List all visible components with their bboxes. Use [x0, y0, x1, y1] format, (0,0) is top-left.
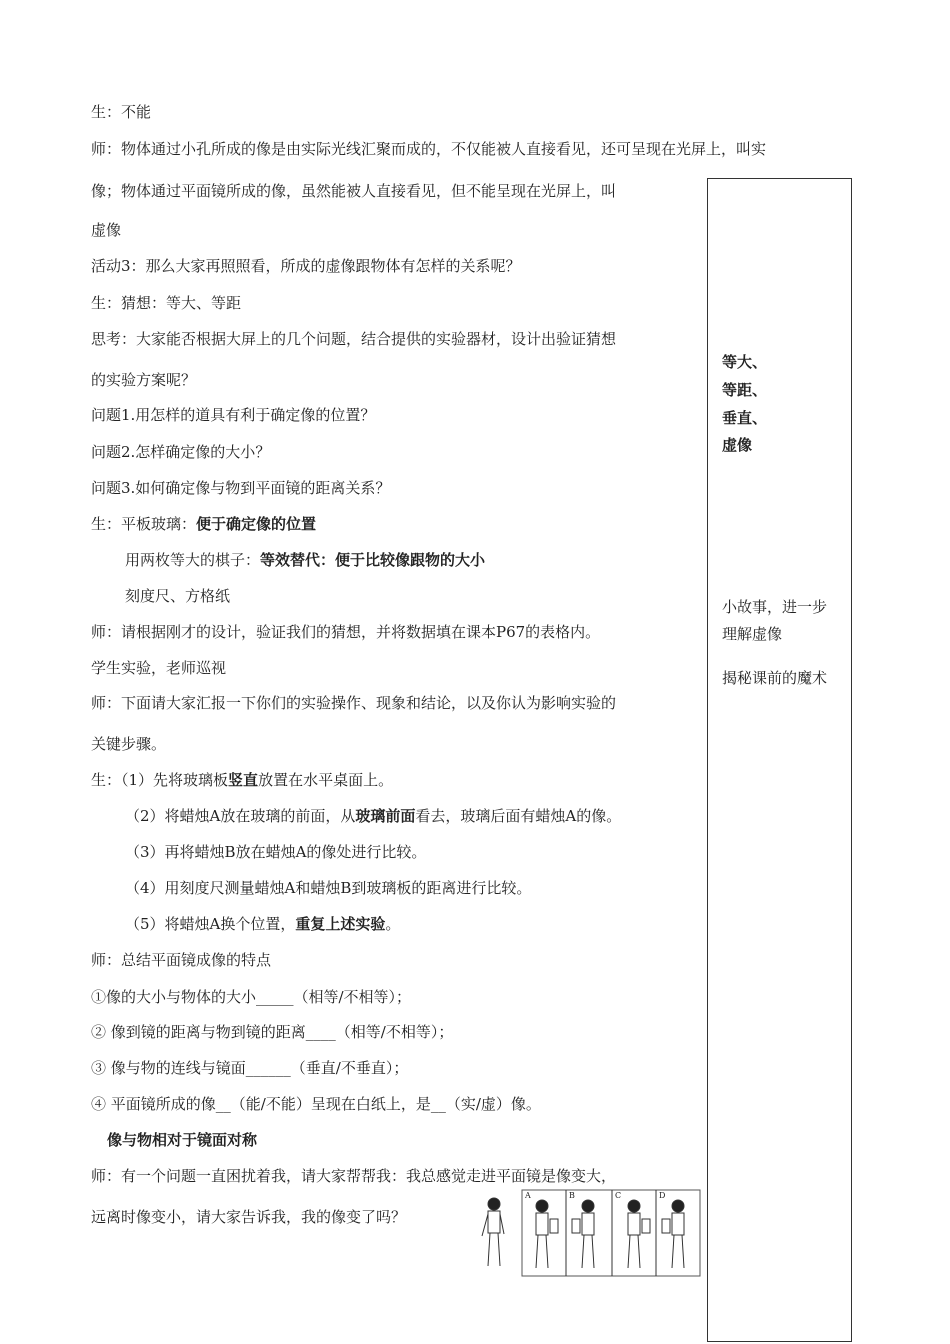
text-segment: 活动3：那么大家再照照看，所成的虚像跟物体有怎样的关系呢？ — [91, 257, 521, 275]
text-segment: 学生实验，老师巡视 — [91, 659, 227, 677]
text-segment: ② 像到镜的距离与物到镜的距离____（相等/不相等）； — [91, 1023, 454, 1041]
figure-c — [628, 1200, 650, 1268]
text-segment: 关键步骤。 — [91, 735, 167, 753]
text-line — [91, 102, 151, 122]
figure-d — [662, 1200, 684, 1268]
text-line — [91, 293, 241, 313]
text-segment: 像；物体通过平面镜所成的像，虽然能被人直接看见，但不能呈现在光屏上，叫 — [91, 182, 617, 200]
text-segment: （5）将蜡烛A换个位置， — [125, 915, 296, 933]
text-segment: ①像的大小与物体的大小_____（相等/不相等）； — [91, 988, 412, 1006]
figure-label-d: D — [659, 1191, 666, 1200]
text-segment: 。 — [385, 915, 401, 933]
text-line — [125, 914, 400, 934]
text-segment: 用两枚等大的棋子： — [125, 551, 261, 569]
note-story-cont: 理解虚像 — [722, 625, 783, 643]
text-line — [107, 1130, 257, 1150]
figure-label-c: C — [615, 1191, 622, 1200]
text-segment: 生：平板玻璃： — [91, 515, 197, 533]
note-magic: 揭秘课前的魔术 — [722, 669, 828, 687]
text-line — [91, 1166, 616, 1186]
note-virtual-image: 虚像 — [722, 436, 753, 454]
emphasis-text: 玻璃前面 — [355, 807, 416, 825]
text-segment: 看去，玻璃后面有蜡烛A的像。 — [415, 807, 622, 825]
text-line — [91, 693, 616, 713]
text-line — [91, 514, 316, 534]
text-segment: 师：物体通过小孔所成的像是由实际光线汇聚而成的，不仅能被人直接看见，还可呈现在光屏上，叫实 — [91, 140, 767, 158]
mirror-figures-illustration — [476, 1186, 702, 1280]
figure-b — [572, 1200, 594, 1268]
text-segment: 虚像 — [91, 221, 122, 239]
text-line — [91, 220, 121, 240]
emphasis-text: 等效替代：便于比较像跟物的大小 — [260, 551, 486, 569]
text-segment: 的实验方案呢？ — [91, 371, 197, 389]
text-segment: （3）再将蜡烛B放在蜡烛A的像处进行比较。 — [125, 843, 427, 861]
text-line — [91, 329, 616, 349]
text-segment: 刻度尺、方格纸 — [125, 587, 231, 605]
text-segment: 师：总结平面镜成像的特点 — [91, 951, 272, 969]
text-line — [91, 370, 196, 390]
text-line — [91, 181, 616, 201]
emphasis-text: 竖直 — [228, 771, 259, 789]
text-segment: 问题3.如何确定像与物到平面镜的距离关系？ — [91, 479, 391, 497]
note-equal-size: 等大、 — [722, 353, 768, 371]
emphasis-text: 像与物相对于镜面对称 — [107, 1131, 258, 1149]
text-line — [91, 405, 375, 425]
text-segment: ③ 像与物的连线与镜面______（垂直/不垂直）； — [91, 1059, 409, 1077]
text-line — [125, 842, 426, 862]
text-segment: 远离时像变小，请大家告诉我，我的像变了吗？ — [91, 1208, 407, 1226]
note-equal-distance: 等距、 — [722, 381, 768, 399]
text-line — [91, 1207, 406, 1227]
figure-a — [536, 1200, 558, 1268]
text-line — [91, 478, 390, 498]
text-line — [91, 950, 271, 970]
text-line — [91, 658, 226, 678]
text-line — [91, 256, 521, 276]
text-line — [91, 1094, 541, 1114]
text-line — [91, 1022, 453, 1042]
text-line — [125, 550, 485, 570]
text-line — [125, 878, 531, 898]
note-perpendicular: 垂直、 — [722, 409, 768, 427]
text-segment: 师：请根据刚才的设计，验证我们的猜想，并将数据填在课本P67的表格内。 — [91, 623, 601, 641]
boy-figure — [482, 1198, 504, 1266]
text-line — [125, 586, 230, 606]
text-line — [91, 622, 600, 642]
text-segment: 师：下面请大家汇报一下你们的实验操作、现象和结论，以及你认为影响实验的 — [91, 694, 617, 712]
text-segment: （2）将蜡烛A放在玻璃的前面，从 — [125, 807, 356, 825]
text-segment: （4）用刻度尺测量蜡烛A和蜡烛B到玻璃板的距离进行比较。 — [125, 879, 532, 897]
figure-label-b: B — [569, 1191, 575, 1200]
note-story: 小故事，进一步 — [722, 598, 828, 616]
text-line — [91, 987, 411, 1007]
text-segment: 师：有一个问题一直困扰着我，请大家帮帮我：我总感觉走进平面镜是像变大， — [91, 1167, 617, 1185]
text-line — [91, 770, 393, 790]
text-segment: ④ 平面镜所成的像__（能/不能）呈现在白纸上，是__（实/虚）像。 — [91, 1095, 541, 1113]
text-segment: 生：猜想：等大、等距 — [91, 294, 242, 312]
text-segment: 生：不能 — [91, 103, 152, 121]
text-segment: 生：（1）先将玻璃板 — [91, 771, 229, 789]
emphasis-text: 便于确定像的位置 — [196, 515, 317, 533]
text-segment: 问题1.用怎样的道具有利于确定像的位置？ — [91, 406, 376, 424]
text-segment: 放置在水平桌面上。 — [258, 771, 394, 789]
text-line — [91, 1058, 408, 1078]
text-line — [91, 139, 766, 159]
figure-label-a: A — [525, 1191, 531, 1200]
text-line — [91, 734, 166, 754]
text-segment: 问题2.怎样确定像的大小？ — [91, 443, 271, 461]
text-line — [91, 442, 270, 462]
text-segment: 思考：大家能否根据大屏上的几个问题，结合提供的实验器材，设计出验证猜想 — [91, 330, 617, 348]
emphasis-text: 重复上述实验 — [295, 915, 386, 933]
text-line — [125, 806, 621, 826]
